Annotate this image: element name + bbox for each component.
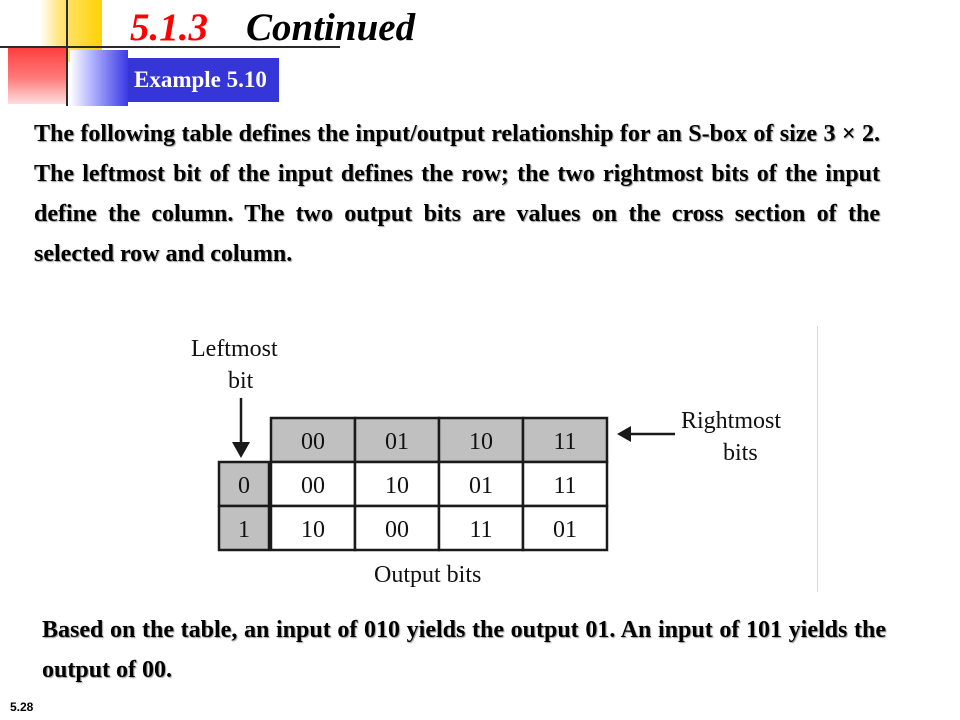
left-arrow-icon — [617, 426, 675, 442]
table-cell-value: 00 — [385, 517, 409, 543]
leftmost-label-line2: bit — [228, 368, 254, 394]
row-header-label: 1 — [238, 517, 250, 543]
table-cell-value: 00 — [301, 473, 325, 499]
intro-paragraph: The following table defines the input/output relationship for an S-box of size 3 × 2. The leftmost bit of the input defines the row; the two rightmost bits of the input define the column. The two output bits are values on the cross section of the selected row and column. — [34, 121, 880, 267]
table-cell-value: 10 — [385, 473, 409, 499]
sbox-diagram — [185, 326, 817, 592]
sbox-figure — [185, 326, 818, 592]
output-bits-label: Output bits — [374, 562, 482, 588]
example-label: Example 5.10 — [128, 58, 279, 102]
rightmost-label-line2: bits — [723, 440, 758, 466]
decor-blue-square — [70, 50, 128, 106]
decor-red-square — [8, 46, 68, 104]
row-header-label: 0 — [238, 473, 250, 499]
decor-vertical-line — [66, 0, 68, 106]
slide-title — [130, 8, 415, 47]
column-header-label: 10 — [469, 429, 493, 455]
table-cell-value: 01 — [469, 473, 493, 499]
title-word: Continued — [246, 6, 416, 49]
leftmost-label-line1: Leftmost — [191, 336, 278, 362]
table-cell-value: 11 — [469, 517, 493, 543]
conclusion-paragraph: Based on the table, an input of 010 yields the output 01. An input of 101 yields the output of 00. — [42, 617, 886, 683]
table-cell-value: 11 — [553, 473, 577, 499]
table-cell-value: 01 — [553, 517, 577, 543]
sbox-table — [219, 418, 607, 550]
column-header-label: 11 — [553, 429, 577, 455]
down-arrow-icon — [232, 398, 250, 458]
table-cell-value: 10 — [301, 517, 325, 543]
column-header-label: 01 — [385, 429, 409, 455]
slide-number: 5.28 — [10, 700, 34, 714]
rightmost-label-line1: Rightmost — [681, 408, 782, 434]
column-header-label: 00 — [301, 429, 325, 455]
title-number: 5.1.3 — [130, 6, 208, 49]
